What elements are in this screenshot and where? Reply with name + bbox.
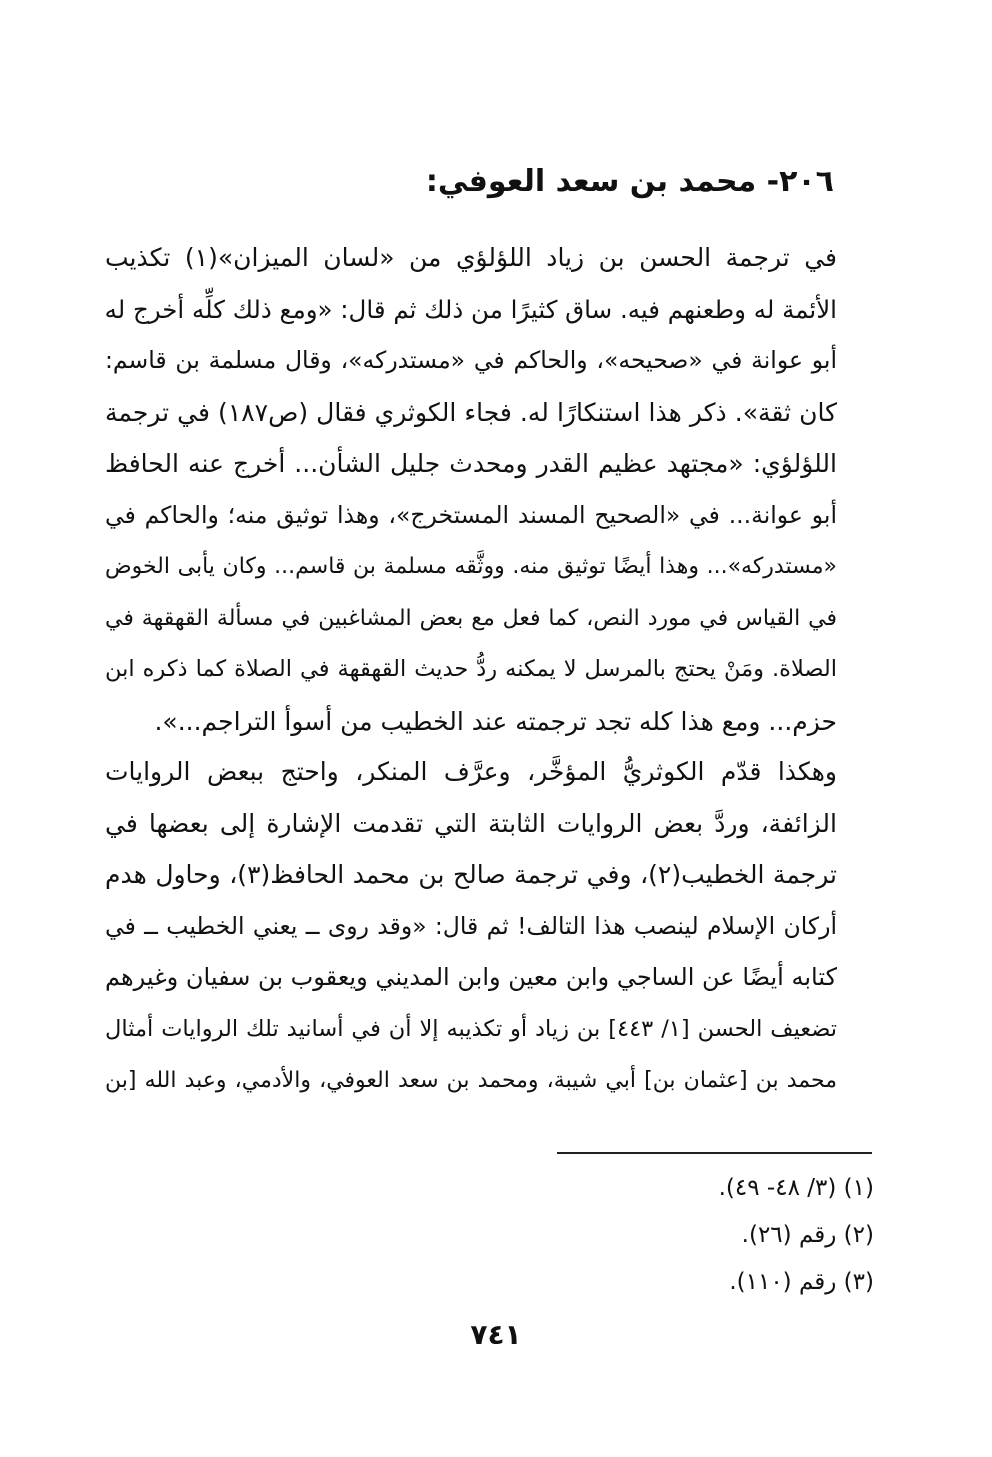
paragraph-line: حزم... ومع هذا كله تجد ترجمته عند الخطيب من أسوأ التراجم...». xyxy=(154,706,837,736)
paragraph-line: كان ثقة». ذكر هذا استنكارًا له. فجاء الكوثري فقال (ص١٨٧) في ترجمة xyxy=(105,397,837,427)
paragraph-line: في القياس في مورد النص، كما فعل مع بعض المشاغبين في مسألة القهقهة في xyxy=(105,605,837,631)
paragraph-line: أبو عوانة... في «الصحيح المسند المستخرج»، وهذا توثيق منه؛ والحاكم في xyxy=(105,500,837,529)
paragraph-line: أركان الإسلام لينصب هذا التالف! ثم قال: «وقد روى ــ يعني الخطيب ــ في xyxy=(105,911,837,940)
paragraph-line: الأئمة له وطعنهم فيه. ساق كثيرًا من ذلك ثم قال: «ومع ذلك كلِّه أخرج له xyxy=(105,294,837,324)
paragraph-line: الصلاة. ومَنْ يحتج بالمرسل لا يمكنه ردُّ حديث القهقهة في الصلاة كما ذكره ابن xyxy=(105,656,837,682)
footnote-1: (١) (٣/ ٤٨- ٤٩). xyxy=(718,1175,874,1201)
paragraph-line: أبو عوانة في «صحيحه»، والحاكم في «مستدركه»، وقال مسلمة بن قاسم: xyxy=(105,346,837,374)
paragraph-line: تضعيف الحسن [١/ ٤٤٣] بن زياد أو تكذيبه إلا أن في أسانيد تلك الروايات أمثال xyxy=(105,1015,837,1042)
paragraph-line: ترجمة الخطيب(٢)، وفي ترجمة صالح بن محمد الحافظ(٣)، وحاول هدم xyxy=(105,860,837,889)
paragraph-line: وهكذا قدّم الكوثريُّ المؤخَّر، وعرَّف المنكر، واحتج ببعض الروايات xyxy=(105,757,837,786)
paragraph-1 xyxy=(105,232,837,747)
paragraph-line: كتابه أيضًا عن الساجي وابن معين وابن المديني ويعقوب بن سفيان وغيرهم xyxy=(105,963,837,991)
page-number: ٧٤١ xyxy=(470,1318,522,1351)
paragraph-2 xyxy=(105,746,837,1107)
paragraph-line: الزائفة، وردَّ بعض الروايات الثابتة التي تقدمت الإشارة إلى بعضها في xyxy=(105,808,837,838)
paragraph-line: اللؤلؤي: «مجتهد عظيم القدر ومحدث جليل الشأن... أخرج عنه الحافظ xyxy=(105,449,837,478)
footnote-divider xyxy=(557,1152,872,1154)
paragraph-line: «مستدركه»... وهذا أيضًا توثيق منه. ووثَّقه مسلمة بن قاسم... وكان يأبى الخوض xyxy=(105,554,837,579)
footnotes xyxy=(474,1165,874,1306)
footnote-2: (٢) رقم (٢٦). xyxy=(741,1222,874,1248)
footnote-3: (٣) رقم (١١٠). xyxy=(729,1269,874,1295)
paragraph-line: في ترجمة الحسن بن زياد اللؤلؤي من «لسان الميزان»(١) تكذيب xyxy=(105,243,837,272)
entry-heading: ٢٠٦- محمد بن سعد العوفي: xyxy=(425,164,834,199)
paragraph-line: محمد بن [عثمان بن] أبي شيبة، ومحمد بن سعد العوفي، والأدمي، وعبد الله [بن xyxy=(105,1068,837,1093)
